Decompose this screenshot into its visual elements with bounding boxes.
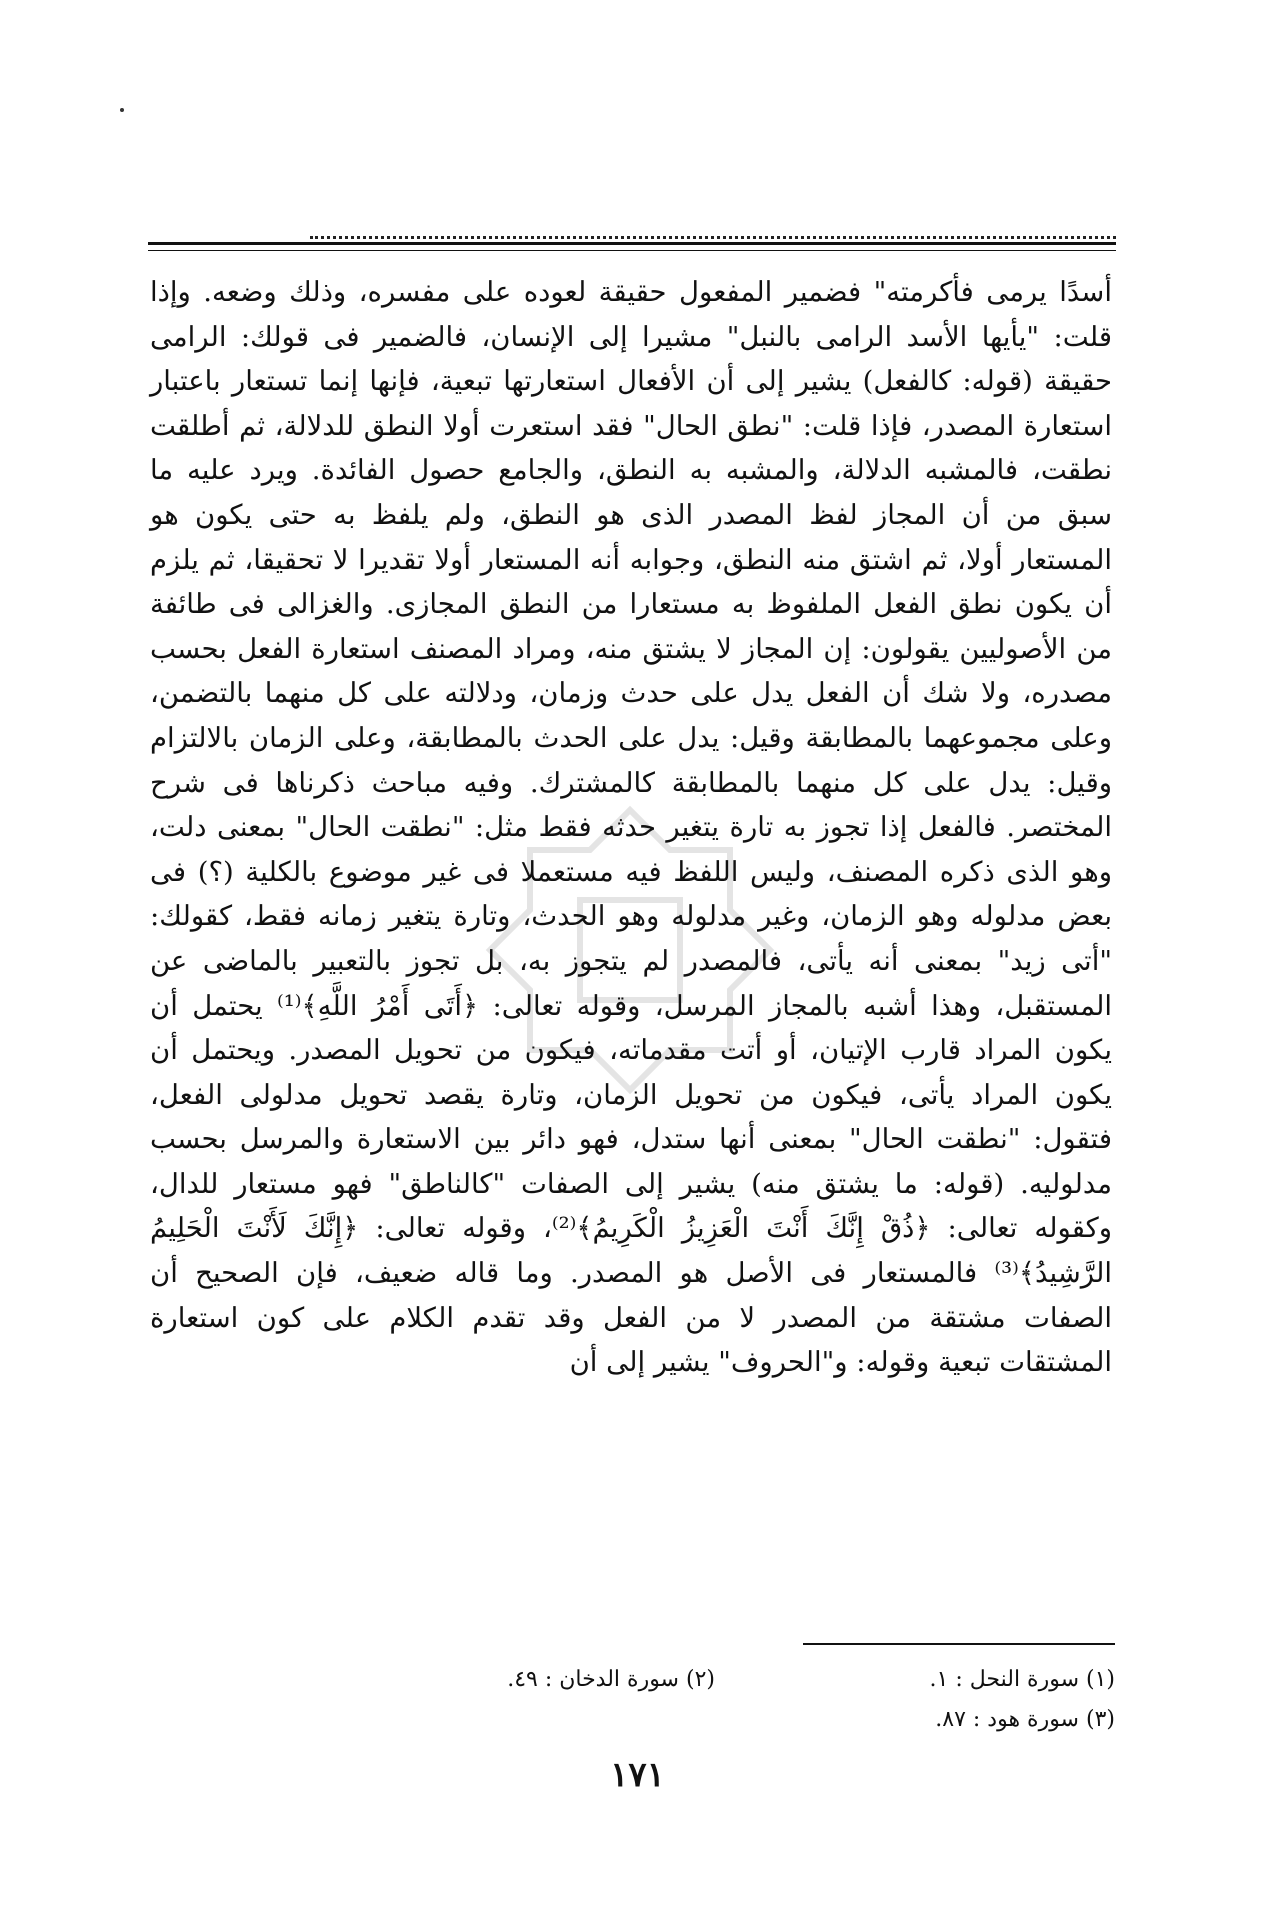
footnotes <box>315 1660 1115 1740</box>
footnote-separator <box>803 1643 1115 1645</box>
body-paragraph: أسدًا يرمى فأكرمته" فضمير المفعول حقيقة لعوده على مفسره، وذلك وضعه. وإذا قلت: "يأيها الأسد الرامى بالنبل" مشيرا إلى الإنسان، فالضمير فى قولك: الرامى حقيقة (قوله: كالفعل) يشير إلى أن الأفعال استعارتها تبعية، فإنها إنما تستعار باعتبار استعارة المصدر، فإذا قلت: "نطق الحال" فقد استعرت أولا النطق للدلالة، ثم أطلقت نطقت، فالمشبه الدلالة، والمشبه به النطق، والجامع حصول الفائدة. ويرد عليه ما سبق من أن المجاز لفظ المصدر الذى هو النطق، ولم يلفظ به حتى يكون هو المستعار أولا، ثم اشتق منه النطق، وجوابه أنه المستعار أولا تقديرا لا تحقيقا، ثم يلزم أن يكون نطق الفعل الملفوظ به مستعارا من النطق المجازى. والغزالى فى طائفة من الأصوليين يقولون: إن المجاز لا يشتق منه، ومراد المصنف استعارة الفعل بحسب مصدره، ولا شك أن الفعل يدل على حدث وزمان، ودلالته على كل منهما بالتضمن، وعلى مجموعهما بالمطابقة وقيل: يدل على الحدث بالمطابقة، وعلى الزمان بالالتزام وقيل: يدل على كل منهما بالمطابقة كالمشترك. وفيه مباحث ذكرناها فى شرح المختصر. فالفعل إذا تجوز به تارة يتغير حدثه فقط مثل: "نطقت الحال" بمعنى دلت، وهو الذى ذكره المصنف، وليس اللفظ فيه مستعملا فى غير موضوع بالكلية (؟) فى بعض مدلوله وهو الزمان، وغير مدلوله وهو الحدث، وتارة يتغير زمانه فقط، كقولك: "أتى زيد" بمعنى أنه يأتى، فالمصدر لم يتجوز به، بل تجوز بالتعبير بالماضى عن المستقبل، وهذا أشبه بالمجاز المرسل، وقوله تعالى: ﴿أَتَى أَمْرُ اللَّهِ﴾⁽¹⁾ يحتمل أن يكون المراد قارب الإتيان، أو أتت مقدماته، فيكون من تحويل المصدر. ويحتمل أن يكون المراد يأتى، فيكون من تحويل الزمان، وتارة يقصد تحويل مدلولى الفعل، فتقول: "نطقت الحال" بمعنى أنها ستدل، فهو دائر بين الاستعارة والمرسل بحسب مدلوليه. (قوله: ما يشتق منه) يشير إلى الصفات "كالناطق" فهو مستعار للدال، وكقوله تعالى: ﴿ذُقْ إِنَّكَ أَنْتَ الْعَزِيزُ الْكَرِيمُ﴾⁽²⁾، وقوله تعالى: ﴿إِنَّكَ لَأَنْتَ الْحَلِيمُ الرَّشِيدُ﴾⁽³⁾ فالمستعار فى الأصل هو المصدر. وما قاله ضعيف، فإن الصحيح أن الصفات مشتقة من المصدر لا من الفعل وقد تقدم الكلام على كون استعارة المشتقات تبعية وقوله: و"الحروف" يشير إلى أن <box>150 276 1112 1379</box>
scan-speck <box>120 108 124 112</box>
page-number: ١٧١ <box>610 1755 665 1795</box>
footnote-row <box>315 1700 1115 1740</box>
header-dotted-rule <box>310 226 1116 239</box>
footnote-1: (١) سورة النحل : ١. <box>929 1667 1115 1692</box>
footnote-2: (٢) سورة الدخان : ٤٩. <box>507 1667 715 1692</box>
footnote-row <box>315 1660 1115 1700</box>
header-thick-rule <box>148 242 1116 245</box>
header-thin-rule <box>148 250 1116 251</box>
footnote-3: (٣) سورة هود : ٨٧. <box>935 1707 1115 1732</box>
main-body-text <box>150 270 1112 1610</box>
